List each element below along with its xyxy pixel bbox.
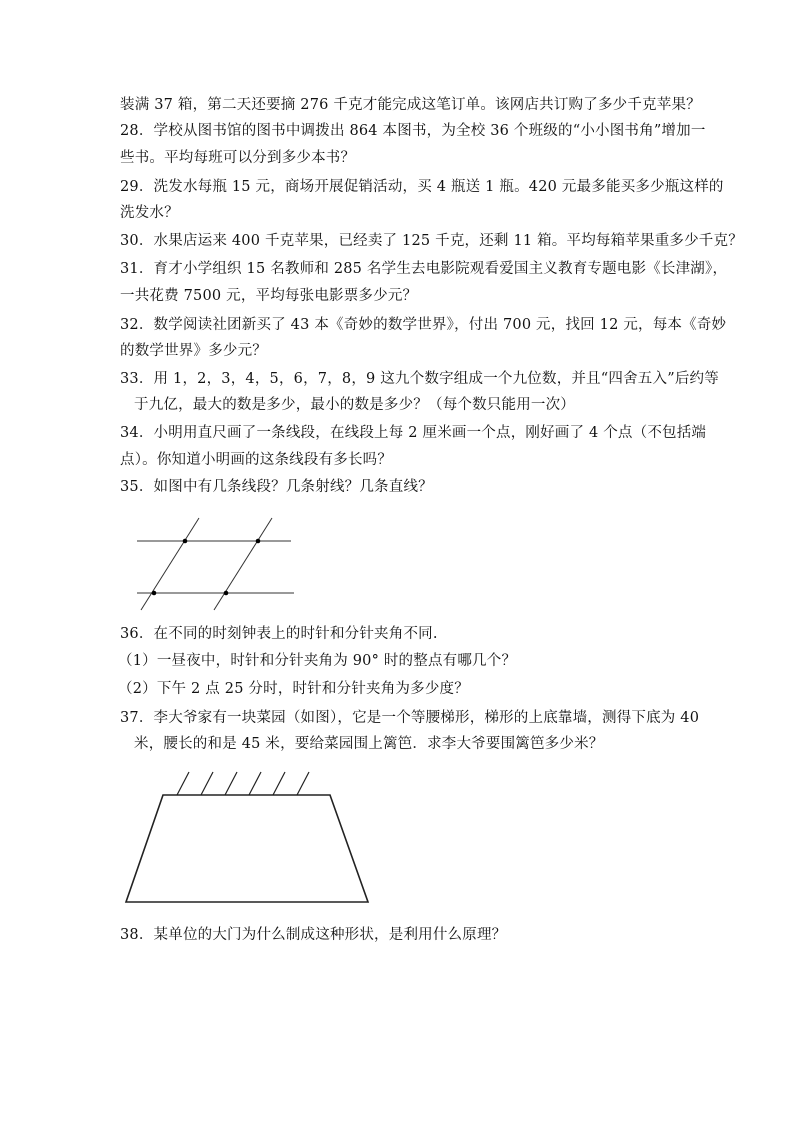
q33-text: 33．用 1，2，3，4，5，6，7，8，9 这九个数字组成一个九位数，并且“四舍五入”后约等 [120, 371, 719, 387]
q29-text-cont: 洗发水？ [120, 205, 179, 221]
q33-text-cont: 于九亿，最大的数是多少，最小的数是多少？（每个数只能用一次） [134, 397, 575, 413]
q27-text-cont: 装满 37 箱，第二天还要摘 276 千克才能完成这笔订单。该网店共订购了多少千克苹果？ [120, 97, 701, 113]
q28-text-cont: 些书。平均每班可以分到多少本书？ [120, 150, 356, 166]
q34-text-cont: 点）。你知道小明画的这条线段有多长吗？ [120, 452, 393, 468]
q32-text: 32．数学阅读社团新买了 43 本《奇妙的数学世界》，付出 700 元，找回 12 元，每本《奇妙 [120, 317, 727, 333]
q35-text: 35．如图中有几条线段？几条射线？几条直线？ [120, 479, 433, 495]
q34-text: 34．小明用直尺画了一条线段，在线段上每 2 厘米画一个点，刚好画了 4 个点（不包括端 [120, 425, 707, 441]
q36-part1: （1）一昼夜中，时针和分针夹角为 90° 时的整点有哪几个？ [118, 653, 517, 669]
q37-text: 37．李大爷家有一块菜园（如图），它是一个等腰梯形，梯形的上底靠墙，测得下底为 40 [120, 710, 700, 726]
q36-text: 36．在不同的时刻钟表上的时针和分针夹角不同. [120, 626, 438, 642]
q31-text-cont: 一共花费 7500 元，平均每张电影票多少元？ [120, 288, 418, 304]
q31-text: 31．育才小学组织 15 名教师和 285 名学生去电影院观看爱国主义教育专题电影《长津湖》， [120, 261, 728, 277]
wall-hatching [177, 772, 309, 795]
trapezoid-shape [126, 795, 368, 902]
q29-text: 29．洗发水每瓶 15 元，商场开展促销活动，买 4 瓶送 1 瓶。420 元最多能买多少瓶这样的 [120, 179, 724, 195]
q38-text: 38．某单位的大门为什么制成这种形状，是利用什么原理？ [120, 927, 507, 943]
q28-text: 28．学校从图书馆的图书中调拨出 864 本图书，为全校 36 个班级的“小小图书角”增加一 [120, 123, 706, 139]
q37-text-cont: 米，腰长的和是 45 米，要给菜园围上篱笆．求李大爷要围篱笆多少米？ [134, 736, 604, 752]
q30-text: 30．水果店运来 400 千克苹果，已经卖了 125 千克，还剩 11 箱。平均每箱苹果重多少千克？ [120, 233, 743, 249]
q32-text-cont: 的数学世界》多少元？ [120, 343, 267, 359]
q36-part2: （2）下午 2 点 25 分时，时针和分针夹角为多少度？ [118, 681, 469, 697]
